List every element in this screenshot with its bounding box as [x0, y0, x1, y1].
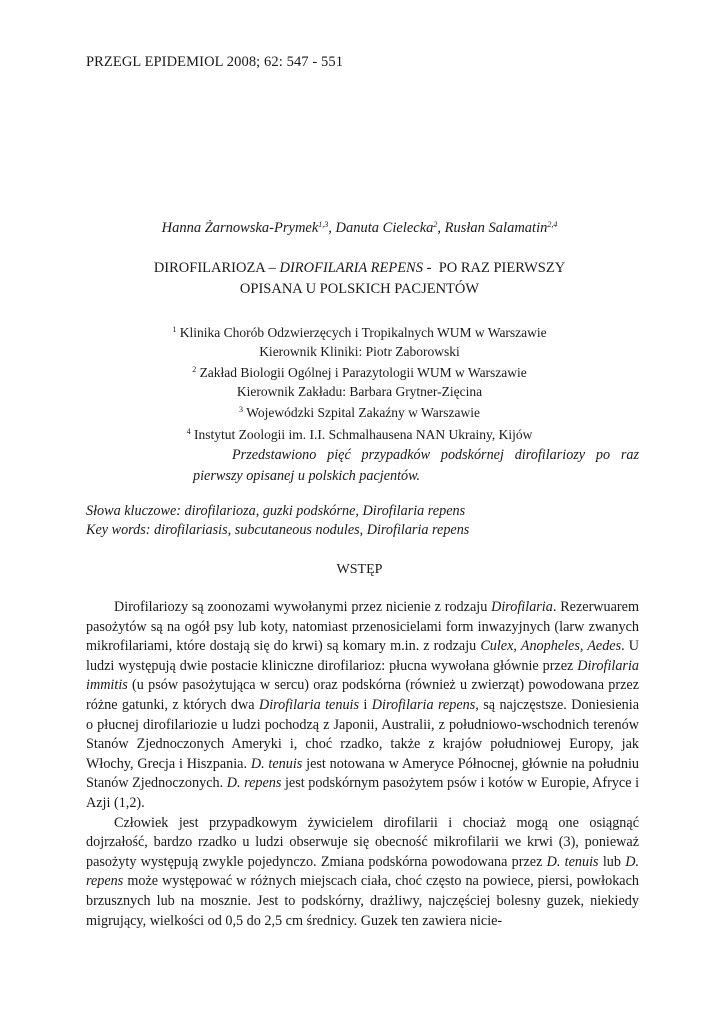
author-affiliation-marker: 1,3	[318, 220, 329, 229]
affiliation-4: $^4$ Instytut Zoologii im. I.I. Schmalhausena NAN Ukrainy, Kijów	[186, 426, 533, 442]
affiliations	[0, 321, 719, 444]
section-heading: WSTĘP	[336, 562, 383, 577]
affiliation-3: $^3$ Wojewódzki Szpital Zakaźny w Warszawie	[239, 405, 480, 420]
author-affiliation-marker: 2	[433, 220, 438, 229]
author-name: Hanna Żarnowska-Prymek	[161, 220, 319, 236]
affiliation-1: $^1$ Klinika Chorób Odzwierzęcych i Tropikalnych WUM w Warszawie	[172, 325, 547, 340]
paragraph: Człowiek jest przypadkowym żywicielem dirofilarii i chociaż mogą one osiągnąć dojrzałość, bardzo rzadko u ludzi obserwuje się obecność mikrofilarii we krwi (3), ponieważ pasożyty występują zwykle pojedynczo. Zmiana podskórna powodowana przez D. tenuis lub D. repens może występować w różnych miejscach ciała, choć często na powiece, piersi, powłokach brzusznych lub na mosznie. Jest to podskórny, drażliwy, najczęściej bolesny guzek, niekiedy migrujący, wielkości od 0,5 do 2,5 cm średnicy. Guzek ten zawiera nicie-	[86, 814, 639, 929]
author-name: Rusłan Salamatin	[444, 220, 548, 236]
affiliation-1-head: Kierownik Kliniki: Piotr Zaborowski	[259, 343, 460, 359]
author-affiliation-marker: 2,4	[547, 220, 558, 229]
body-text	[86, 598, 639, 931]
abstract: Przedstawiono pięć przypadków podskórnej dirofilariozy po raz pierwszy opisanej u polskich pacjentów.	[193, 447, 639, 484]
paragraph: Dirofilariozy są zoonozami wywołanymi przez nicienie z rodzaju Dirofilaria. Rezerwuarem pasożytów są na ogół psy lub koty, natomiast przenosicielami form inwazyjnych (larw zwanych mikrofilariami, które dostają się do krwi) są komary m.in. z rodzaju Culex, Anopheles, Aedes. U ludzi występują dwie postacie kliniczne dirofilarioz: płucna wywołana głównie przez Dirofilaria immitis (u psów pasożytująca w sercu) oraz podskórna (również u zwierząt) powodowana przez różne gatunki, z których dwa Dirofilaria tenuis i Dirofilaria repens, są najczęstsze. Doniesienia o płucnej dirofilariozie u ludzi pochodzą z Japonii, Australii, z południowo-wschodnich terenów Stanów Zjednoczonych Ameryki i, choć rzadko, także z krajów południowej Europy, jak Włochy, Grecja i Hiszpania. D. tenuis jest notowana w Ameryce Północnej, głównie na południu Stanów Zjednoczonych. D. repens jest podskórnym pasożytem psów i kotów w Europie, Afryce i Azji (1,2).	[86, 599, 640, 811]
affiliation-2: $^2$ Zakład Biologii Ogólnej i Parazytologii WUM w Warszawie	[192, 365, 527, 380]
keywords-polish: Słowa kluczowe: dirofilarioza, guzki podskórne, Dirofilaria repens	[86, 503, 466, 519]
author-list: Hanna Żarnowska-Prymek$^{1,3}$, Danuta Cielecka$^2$, Rusłan Salamatin$^{2,4}$	[161, 220, 558, 236]
affiliation-2-head: Kierownik Zakładu: Barbara Grytner-Zięcina	[236, 383, 483, 399]
journal-reference: PRZEGL EPIDEMIOL 2008; 62: 547 - 551	[86, 54, 344, 70]
article-title: DIROFILARIOZA – DIROFILARIA REPENS - PO RAZ PIERWSZY OPISANA U POLSKICH PACJENTÓW	[153, 260, 566, 297]
keywords	[86, 502, 469, 540]
author-name: Danuta Cielecka	[335, 220, 434, 236]
keywords-english: Key words: dirofilariasis, subcutaneous nodules, Dirofilaria repens	[86, 522, 470, 538]
